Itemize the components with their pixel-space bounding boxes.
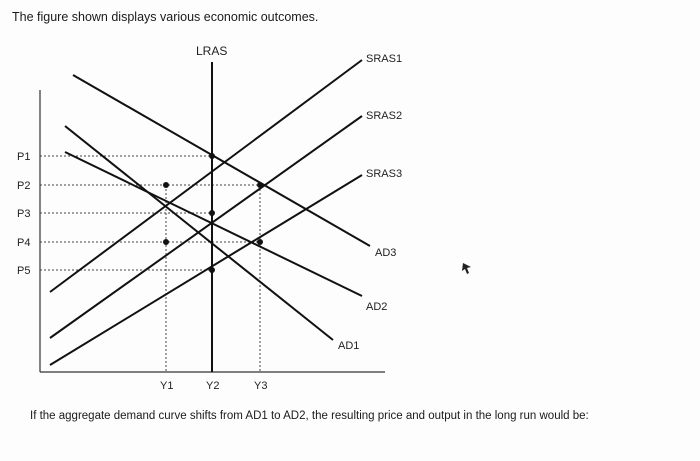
ad2-label: AD2 [366,301,388,313]
ad2-curve [65,152,362,296]
equilibrium-point [257,239,263,245]
question-text: If the aggregate demand curve shifts from AD1 to AD2, the resulting price and output in the long run would be: [30,410,589,422]
equilibrium-point [257,182,263,188]
ad1-curve [65,126,333,340]
ad3-label: AD3 [375,247,397,259]
equilibrium-point [163,239,169,245]
output-label-y3: Y3 [254,380,268,392]
sras1-label: SRAS1 [366,53,403,65]
equilibrium-point [209,267,215,273]
price-label-p2: P2 [17,180,31,192]
ad3-curve [73,75,370,246]
equilibrium-point [209,210,215,216]
ad1-label: AD1 [338,340,360,352]
mouse-cursor-icon [462,263,471,274]
intro-text: The figure shown displays various economic outcomes. [12,10,319,24]
price-label-p3: P3 [17,208,31,220]
equilibrium-point [209,153,215,159]
output-label-y2: Y2 [206,380,220,392]
equilibrium-point [163,182,169,188]
price-label-p4: P4 [17,237,31,249]
price-label-p5: P5 [17,265,31,277]
sras1-curve [50,60,362,292]
sras2-label: SRAS2 [366,110,403,122]
price-label-p1: P1 [17,151,31,163]
sras2-curve [50,116,362,338]
output-label-y1: Y1 [160,380,174,392]
sras3-label: SRAS3 [366,168,403,180]
lras-label: LRAS [196,44,228,58]
